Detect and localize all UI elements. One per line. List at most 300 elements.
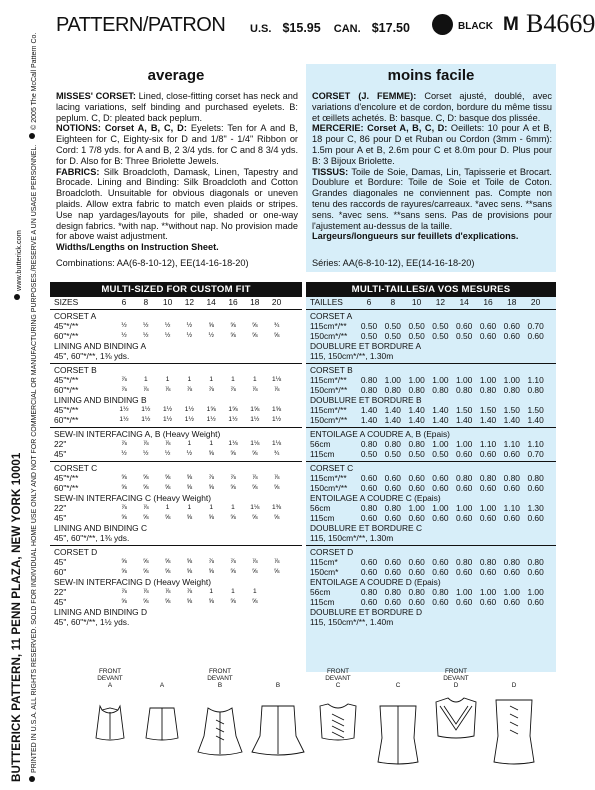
- table-cell: ½: [143, 322, 149, 329]
- table-row: [306, 375, 556, 385]
- website-link[interactable]: www.butterick.com: [14, 230, 23, 300]
- table-cell: 0.70: [527, 321, 544, 331]
- row-label: 115, 150cm*/**, 1.30m: [310, 351, 394, 361]
- divider: [306, 309, 556, 310]
- size-header: 16: [483, 297, 493, 307]
- table-row: [306, 473, 556, 483]
- difficulty-fr: moins facile: [387, 67, 475, 84]
- table-cell: 0.60: [479, 331, 497, 341]
- table-cell: ⅞: [273, 558, 280, 565]
- table-cell: ⅝: [164, 484, 171, 491]
- table-cell: 1½: [250, 416, 260, 423]
- table-cell: 1½: [163, 406, 173, 413]
- table-row: [50, 351, 302, 361]
- row-label: ENTOILAGE A COUDRE A, B (Epais): [310, 429, 450, 439]
- table-cell: ⅝: [121, 568, 127, 575]
- view-label: [378, 682, 418, 689]
- table-cell: 1.40: [456, 415, 473, 425]
- table-cell: 1⅛: [250, 504, 260, 511]
- table-row: [306, 557, 556, 567]
- table-cell: 1½: [119, 406, 129, 413]
- table-cell: 0.60: [360, 513, 378, 523]
- view-label: [200, 668, 240, 689]
- table-row: [306, 597, 556, 607]
- divider: [306, 427, 556, 428]
- description-fr: CORSET (J. FEMME): Corset ajusté, doublé, avec variations d'encolure et de cordon, bordure du même tissu et œillets achetés. B: basque. C, D: basque dos plissée. MERCERIE: Corset A, B, C, D: Oeillets: 10 pour A et B, 18 pour C, 86 pour D et Ruban ou Cordon (3mm - 6mm): 1.5m pour A et B, 2.6m pour C et 8.0m pour D. Plus pour B: 3 Bijoux Briolette. TISSUS: Toile de Soie, Damas, Lin, Tapisserie et Brocart. Doublure et Bordure: Toile de Soie et Toile de Coton. Grandes diagonales ne conviennent pas. Compte non tenu des raccords de rayures/carreaux. *avec sens. **sans sens. *avec sens. **sans sens. Pas de provisions pour l'ajustement au-dessus de la taille. Largeurs/longueurs sur feuillets d'explications.: [312, 91, 553, 242]
- view-label: [90, 668, 130, 689]
- sizes-label: SIZES: [54, 297, 79, 307]
- row-label: ENTOILAGE A COUDRE C (Epais): [310, 493, 441, 503]
- table-cell: 0.60: [527, 597, 544, 607]
- view-label-line: FRONT: [98, 668, 121, 675]
- table-cell: ⅝: [252, 322, 258, 329]
- size-header: 14: [206, 297, 216, 307]
- divider: [306, 461, 556, 462]
- table-cell: ⅝: [164, 598, 171, 605]
- table-cell: ⅝: [143, 568, 149, 575]
- table-cell: ⅝: [143, 558, 149, 565]
- table-cell: ⅝: [143, 598, 149, 605]
- row-label: 45": [54, 557, 67, 567]
- table-row: [50, 617, 302, 627]
- row-label: CORSET C: [310, 463, 354, 473]
- table-cell: ⅝: [208, 514, 214, 521]
- section-heading: [306, 311, 556, 321]
- size-header: 8: [143, 297, 149, 307]
- view-label-line: B: [217, 682, 223, 689]
- table-cell: ⅞: [230, 558, 236, 565]
- table-body-fr: [306, 297, 556, 627]
- table-cell: ⅞: [208, 558, 214, 565]
- row-label: 150cm*/**: [310, 483, 348, 493]
- table-cell: 1.40: [503, 415, 520, 425]
- table-cell: ⅝: [186, 568, 193, 575]
- table-row: [306, 439, 556, 449]
- table-cell: 0.60: [527, 513, 544, 523]
- table-row: [50, 395, 302, 405]
- row-label: 115cm*/**: [310, 405, 347, 415]
- table-cell: 1: [143, 376, 148, 383]
- view-label: [318, 668, 358, 689]
- table-cell: ⅝: [252, 598, 258, 605]
- divider: [50, 461, 302, 462]
- table-cell: 1.40: [360, 405, 378, 415]
- table-row: [50, 493, 302, 503]
- table-cell: ⅝: [208, 322, 214, 329]
- table-cell: 0.80: [503, 385, 520, 395]
- row-label: LINING AND BINDING D: [54, 607, 148, 617]
- table-cell: 0.80: [527, 385, 544, 395]
- table-cell: ⅝: [143, 474, 149, 481]
- table-cell: 0.60: [456, 321, 473, 331]
- table-cell: 0.60: [456, 483, 473, 493]
- view-label-line: FRONT: [444, 668, 467, 675]
- table-cell: 0.50: [432, 331, 449, 341]
- row-label: SEW-IN INTERFACING C (Heavy Weight): [54, 493, 211, 503]
- view-b-back: [252, 706, 304, 755]
- table-title-fr: MULTI-TAILLES/A VOS MESURES: [306, 282, 556, 297]
- table-cell: ⅞: [121, 504, 127, 511]
- table-cell: 1.00: [384, 375, 401, 385]
- table-row: [50, 503, 302, 513]
- row-label: 115cm: [310, 449, 335, 459]
- table-row: [50, 375, 302, 385]
- row-label: 115, 150cm*/**, 1.30m: [310, 533, 394, 543]
- row-label: 60"*/**: [54, 385, 79, 395]
- row-label: 60": [54, 567, 67, 577]
- table-row: [306, 567, 556, 577]
- view-label-line: DEVANT: [443, 675, 469, 682]
- price-info: U.S. $15.95 CAN. $17.50: [250, 21, 410, 35]
- row-label: CORSET A: [310, 311, 353, 321]
- view-label-line: DEVANT: [97, 675, 123, 682]
- table-cell: 1: [187, 504, 192, 511]
- table-cell: 1.00: [408, 503, 425, 513]
- table-cell: 1⅛: [272, 440, 282, 447]
- table-cell: 1: [165, 504, 170, 511]
- table-row: [50, 321, 302, 331]
- table-cell: 1½: [184, 416, 194, 423]
- table-cell: 0.60: [360, 557, 378, 567]
- table-cell: 1⅝: [206, 406, 216, 413]
- table-cell: ½: [143, 332, 149, 339]
- table-cell: 0.60: [503, 321, 520, 331]
- side-strip: [0, 0, 46, 788]
- view-label: [436, 668, 476, 689]
- table-cell: 0.80: [503, 557, 520, 567]
- table-row: [306, 331, 556, 341]
- row-label: 45", 60"*/**, 1½ yds.: [54, 617, 130, 627]
- table-cell: 1.50: [456, 405, 473, 415]
- table-cell: ⅞: [121, 440, 127, 447]
- view-label-line: DEVANT: [207, 675, 233, 682]
- table-cell: 0.50: [360, 321, 378, 331]
- section-heading: [306, 365, 556, 375]
- table-row: [306, 587, 556, 597]
- table-cell: ⅝: [121, 484, 127, 491]
- table-row: [306, 351, 556, 361]
- table-cell: 0.60: [408, 513, 425, 523]
- yardage-table-fr: [306, 282, 556, 672]
- table-cell: 1: [231, 588, 235, 595]
- row-label: 45": [54, 597, 67, 607]
- table-cell: ⅝: [208, 484, 214, 491]
- table-cell: 1⅛: [228, 440, 238, 447]
- table-cell: 1½: [228, 416, 238, 423]
- table-cell: 0.60: [408, 597, 425, 607]
- row-label: 115cm*/**: [310, 473, 347, 483]
- row-label: 60"*/**: [54, 483, 79, 493]
- table-cell: 0.80: [408, 587, 425, 597]
- row-label: 45", 60"*/**, 1⅜ yds.: [54, 533, 130, 543]
- table-cell: 1.00: [456, 439, 473, 449]
- row-label: 150cm*/**: [310, 385, 348, 395]
- table-cell: 0.60: [456, 597, 473, 607]
- row-label: 45": [54, 513, 67, 523]
- table-cell: ⅝: [230, 484, 236, 491]
- size-header: 10: [162, 297, 173, 307]
- view-label: [258, 682, 298, 689]
- table-cell: ½: [143, 450, 149, 457]
- table-cell: 1: [252, 376, 257, 383]
- view-label-line: FRONT: [326, 668, 349, 675]
- table-cell: 0.80: [384, 503, 401, 513]
- table-cell: 0.80: [384, 587, 401, 597]
- table-cell: 0.60: [432, 597, 449, 607]
- table-cell: ⅞: [121, 588, 127, 595]
- row-label: 56cm: [310, 587, 331, 597]
- table-row: [306, 483, 556, 493]
- table-row: [50, 385, 302, 395]
- view-label-line: C: [395, 682, 401, 689]
- table-cell: 0.80: [408, 385, 425, 395]
- table-cell: 1.40: [384, 405, 401, 415]
- table-cell: 0.50: [384, 449, 401, 459]
- row-label: 56cm: [310, 439, 331, 449]
- row-label: CORSET B: [54, 365, 97, 375]
- table-cell: 1.50: [479, 405, 497, 415]
- table-cell: ⅝: [164, 558, 171, 565]
- view-a-back: [146, 708, 178, 740]
- table-cell: ⅝: [143, 484, 149, 491]
- table-cell: 1⅝: [272, 406, 282, 413]
- row-label: 22": [54, 503, 67, 513]
- color-label: BLACK: [458, 21, 493, 32]
- table-cell: ⅝: [252, 514, 258, 521]
- table-cell: ⅝: [252, 332, 258, 339]
- table-cell: 0.80: [384, 385, 401, 395]
- table-cell: ⅝: [273, 332, 280, 339]
- view-d-back: [494, 700, 534, 764]
- table-cell: 1.50: [527, 405, 544, 415]
- table-cell: 1⅛: [272, 376, 282, 383]
- table-cell: ½: [186, 450, 193, 457]
- sizes-row: [306, 297, 556, 307]
- table-cell: 0.60: [503, 449, 520, 459]
- row-label: LINING AND BINDING B: [54, 395, 147, 405]
- table-cell: 0.60: [384, 513, 401, 523]
- legal-notice: PRINTED IN U.S.A. ALL RIGHTS RESERVED. SOLD FOR INDIVIDUAL HOME USE ONLY AND NOT FOR COMMERCIAL OR MANUFACTURING PURPOSES./RESERVE A UN USAGE PERSONNEL. © 2005 The McCall Pattern Co.: [29, 33, 38, 782]
- table-cell: 0.60: [432, 483, 449, 493]
- table-cell: 1.40: [527, 415, 544, 425]
- table-row: [50, 405, 302, 415]
- table-cell: 1½: [272, 416, 282, 423]
- table-cell: 1: [209, 588, 214, 595]
- divider: [50, 545, 302, 546]
- combinations-fr: Séries: AA(6-8-10-12), EE(14-16-18-20): [312, 258, 475, 268]
- technical-drawings: [80, 660, 540, 785]
- table-cell: ½: [164, 450, 171, 457]
- table-cell: 0.60: [503, 513, 520, 523]
- table-cell: ⅝: [252, 450, 258, 457]
- table-cell: 0.60: [408, 483, 425, 493]
- table-row: [306, 395, 556, 405]
- size-header: 6: [121, 297, 127, 307]
- table-row: [50, 483, 302, 493]
- table-cell: ⅞: [164, 588, 171, 595]
- header: [50, 0, 595, 64]
- brand-title: PATTERN/PATRON: [56, 14, 226, 36]
- row-label: LINING AND BINDING A: [54, 341, 147, 351]
- row-label: 115cm: [310, 597, 335, 607]
- table-row: [50, 597, 302, 607]
- table-row: [50, 449, 302, 459]
- table-cell: 0.80: [503, 473, 520, 483]
- table-cell: ⅞: [208, 386, 214, 393]
- view-label-line: D: [511, 682, 517, 689]
- row-label: ENTOILAGE A COUDRE D (Epais): [310, 577, 441, 587]
- row-label: CORSET D: [54, 547, 98, 557]
- divider: [50, 309, 302, 310]
- table-cell: 1.00: [456, 503, 473, 513]
- table-cell: 1.10: [503, 503, 520, 513]
- table-cell: 1.10: [479, 439, 497, 449]
- table-row: [50, 429, 302, 439]
- company-address: BUTTERICK PATTERN, 11 PENN PLAZA, NEW YORK 10001: [10, 452, 23, 782]
- table-cell: ⅞: [252, 558, 258, 565]
- table-cell: 0.80: [456, 385, 473, 395]
- table-cell: 0.80: [360, 587, 378, 597]
- table-row: [306, 405, 556, 415]
- view-label-line: DEVANT: [325, 675, 351, 682]
- table-cell: 0.60: [432, 557, 449, 567]
- table-row: [50, 577, 302, 587]
- table-cell: 0.80: [384, 439, 401, 449]
- table-cell: 1.40: [384, 415, 401, 425]
- table-cell: 1: [187, 440, 192, 447]
- table-cell: 1.00: [527, 587, 544, 597]
- table-cell: ⅞: [143, 440, 149, 447]
- table-cell: 1.00: [432, 375, 449, 385]
- view-label-line: D: [453, 682, 459, 689]
- table-row: [306, 493, 556, 503]
- table-cell: ⅝: [186, 474, 193, 481]
- table-cell: 1.10: [527, 439, 544, 449]
- row-label: CORSET A: [54, 311, 97, 321]
- table-cell: 0.60: [384, 597, 401, 607]
- table-cell: 1: [209, 376, 214, 383]
- table-cell: 0.80: [479, 385, 497, 395]
- table-cell: ⅞: [230, 474, 236, 481]
- table-cell: 0.60: [384, 557, 401, 567]
- view-c-front: [320, 704, 356, 740]
- table-cell: ⅝: [208, 568, 214, 575]
- table-cell: 1: [165, 376, 170, 383]
- table-cell: 0.60: [479, 513, 497, 523]
- table-row: [50, 557, 302, 567]
- table-cell: 0.60: [432, 473, 449, 483]
- table-cell: 0.50: [384, 331, 401, 341]
- table-cell: 0.50: [432, 449, 449, 459]
- table-cell: ⅞: [143, 504, 149, 511]
- table-cell: 1½: [141, 416, 151, 423]
- table-cell: 1: [209, 504, 214, 511]
- table-cell: ½: [121, 322, 127, 329]
- yardage-table-en: [50, 282, 302, 627]
- table-row: [50, 415, 302, 425]
- table-body-en: [50, 297, 302, 627]
- table-cell: 0.60: [360, 567, 378, 577]
- table-cell: ⅝: [164, 474, 171, 481]
- table-cell: 0.50: [432, 321, 449, 331]
- table-cell: 1: [252, 588, 257, 595]
- table-cell: 0.80: [527, 473, 544, 483]
- table-cell: 0.60: [503, 331, 520, 341]
- table-cell: ⅝: [230, 598, 236, 605]
- view-label-line: C: [335, 682, 341, 689]
- view-label: [142, 682, 182, 689]
- table-cell: 1.10: [527, 375, 544, 385]
- table-cell: ⅝: [273, 514, 280, 521]
- table-cell: 0.80: [432, 587, 449, 597]
- table-cell: 0.80: [360, 439, 378, 449]
- table-cell: ⅞: [186, 386, 193, 393]
- table-cell: 0.60: [360, 597, 378, 607]
- table-cell: 1.00: [408, 375, 425, 385]
- table-cell: 1: [187, 376, 192, 383]
- divider: [50, 427, 302, 428]
- table-cell: ⅝: [186, 484, 193, 491]
- table-row: [306, 523, 556, 533]
- row-label: LINING AND BINDING C: [54, 523, 148, 533]
- view-c-back: [378, 706, 418, 764]
- table-cell: 0.60: [479, 483, 497, 493]
- combinations-en: Combinations: AA(6-8-10-12), EE(14-16-18-20): [56, 258, 249, 268]
- table-cell: 0.60: [384, 473, 401, 483]
- table-cell: 1⅜: [272, 504, 282, 511]
- view-a-front: [96, 706, 124, 740]
- table-row: [306, 449, 556, 459]
- size-header: 18: [507, 297, 517, 307]
- table-title-en: MULTI-SIZED FOR CUSTOM FIT: [50, 282, 302, 297]
- section-heading: [50, 547, 302, 557]
- table-cell: 0.80: [456, 557, 473, 567]
- table-row: [306, 513, 556, 523]
- size-header: 20: [271, 297, 282, 307]
- table-cell: 1½: [163, 416, 173, 423]
- table-cell: ⅞: [273, 474, 280, 481]
- table-cell: 0.60: [527, 567, 544, 577]
- table-cell: 0.60: [408, 473, 425, 483]
- table-cell: 1.40: [360, 415, 378, 425]
- table-cell: 1½: [206, 416, 216, 423]
- table-cell: 0.50: [360, 331, 378, 341]
- table-cell: ⅝: [230, 568, 236, 575]
- table-cell: ⅝: [252, 484, 258, 491]
- table-row: [50, 341, 302, 351]
- difficulty-en: average: [147, 67, 205, 84]
- table-row: [50, 439, 302, 449]
- row-label: 22": [54, 587, 67, 597]
- table-cell: 0.60: [360, 483, 378, 493]
- table-cell: 0.60: [479, 449, 497, 459]
- table-cell: ¾: [273, 322, 280, 329]
- table-cell: ⅞: [252, 386, 258, 393]
- divider: [50, 363, 302, 364]
- table-row: [50, 567, 302, 577]
- row-label: 150cm*: [310, 567, 339, 577]
- row-label: 115, 150cm*/**, 1.40m: [310, 617, 394, 627]
- table-cell: 0.60: [360, 473, 378, 483]
- table-cell: ⅞: [143, 588, 149, 595]
- table-cell: 1⅝: [250, 406, 260, 413]
- row-label: 56cm: [310, 503, 331, 513]
- table-cell: ⅝: [273, 568, 280, 575]
- table-cell: ½: [121, 450, 127, 457]
- size-header: 20: [530, 297, 541, 307]
- table-cell: 1⅝: [228, 406, 238, 413]
- table-cell: ¾: [273, 450, 280, 457]
